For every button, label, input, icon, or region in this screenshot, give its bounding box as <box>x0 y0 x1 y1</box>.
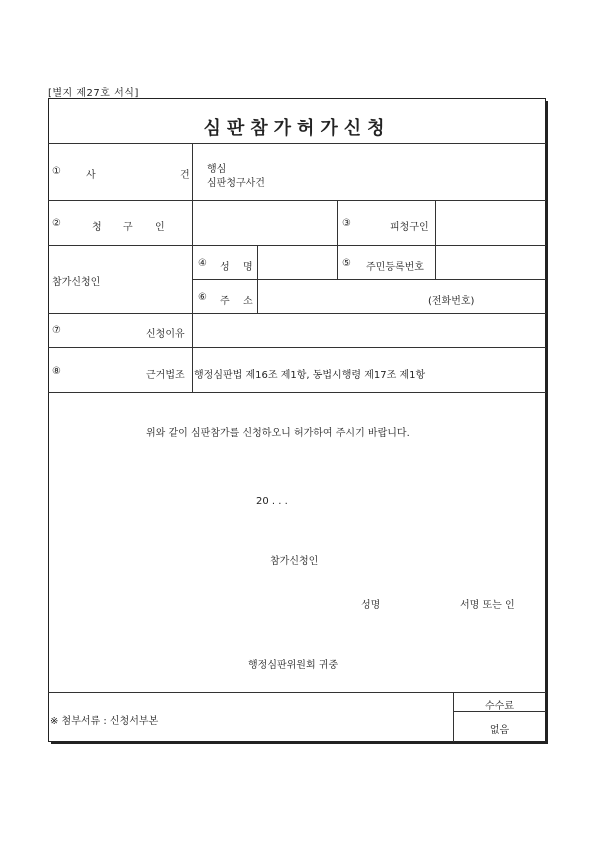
frame-shadow-bottom <box>51 742 548 744</box>
applicant-signature-label: 참가신청인 <box>270 556 319 567</box>
respondent-label: 피청구인 <box>390 222 429 233</box>
basis-label: 근거법조 <box>146 370 185 381</box>
case-name: 심판청구사건 <box>207 178 265 189</box>
frame-shadow-right <box>546 101 548 744</box>
application-form <box>48 98 546 742</box>
row-number: ③ <box>342 218 351 229</box>
row-divider <box>48 347 546 348</box>
title-divider <box>48 143 546 144</box>
claimant-label: 구 <box>123 222 133 233</box>
reason-label: 신청이유 <box>146 329 185 340</box>
column-divider <box>337 200 338 279</box>
column-divider <box>435 200 436 279</box>
date-line: 20 . . . <box>256 496 288 507</box>
form-title: 심판참가허가신청 <box>203 118 391 139</box>
row-divider <box>48 200 546 201</box>
case-type: 행심 <box>207 164 227 175</box>
row-number: ⑦ <box>52 325 61 336</box>
row-number: ⑧ <box>52 366 61 377</box>
signer-name-label: 성명 <box>361 600 381 611</box>
signature-label: 서명 또는 인 <box>460 600 515 611</box>
phone-label: (전화번호) <box>428 296 475 307</box>
resident-number-label: 주민등록번호 <box>366 262 424 273</box>
row-number: ② <box>52 218 61 229</box>
row-number: ① <box>52 166 61 177</box>
fee-label: 수수료 <box>485 701 514 712</box>
form-number: [별지 제27호 서식] <box>48 88 139 99</box>
row-divider <box>48 313 546 314</box>
row-divider <box>48 392 546 393</box>
case-label: 건 <box>180 170 190 181</box>
label-column-divider <box>192 143 193 392</box>
address-label: 소 <box>243 296 253 307</box>
case-label: 사 <box>86 170 96 181</box>
name-label: 성 <box>220 262 230 273</box>
fee-value: 없음 <box>489 725 510 736</box>
claimant-label: 청 <box>92 222 102 233</box>
applicant-label: 참가신청인 <box>52 277 101 288</box>
request-statement: 위와 같이 심판참가를 신청하오니 허가하여 주시기 바랍니다. <box>146 428 410 439</box>
addressee: 행정심판위원회 귀중 <box>248 660 339 671</box>
claimant-label: 인 <box>155 222 165 233</box>
legal-basis: 행정심판법 제16조 제1항, 동법시행령 제17조 제1항 <box>194 370 426 381</box>
column-divider <box>257 245 258 313</box>
row-number: ④ <box>198 258 207 269</box>
row-number: ⑥ <box>198 292 207 303</box>
footer-divider <box>48 692 546 693</box>
row-divider <box>192 279 546 280</box>
row-number: ⑤ <box>342 258 351 269</box>
address-label: 주 <box>220 296 230 307</box>
row-divider <box>48 245 546 246</box>
attachment-note: ※ 첨부서류 : 신청서부본 <box>50 716 159 727</box>
name-label: 명 <box>243 262 253 273</box>
